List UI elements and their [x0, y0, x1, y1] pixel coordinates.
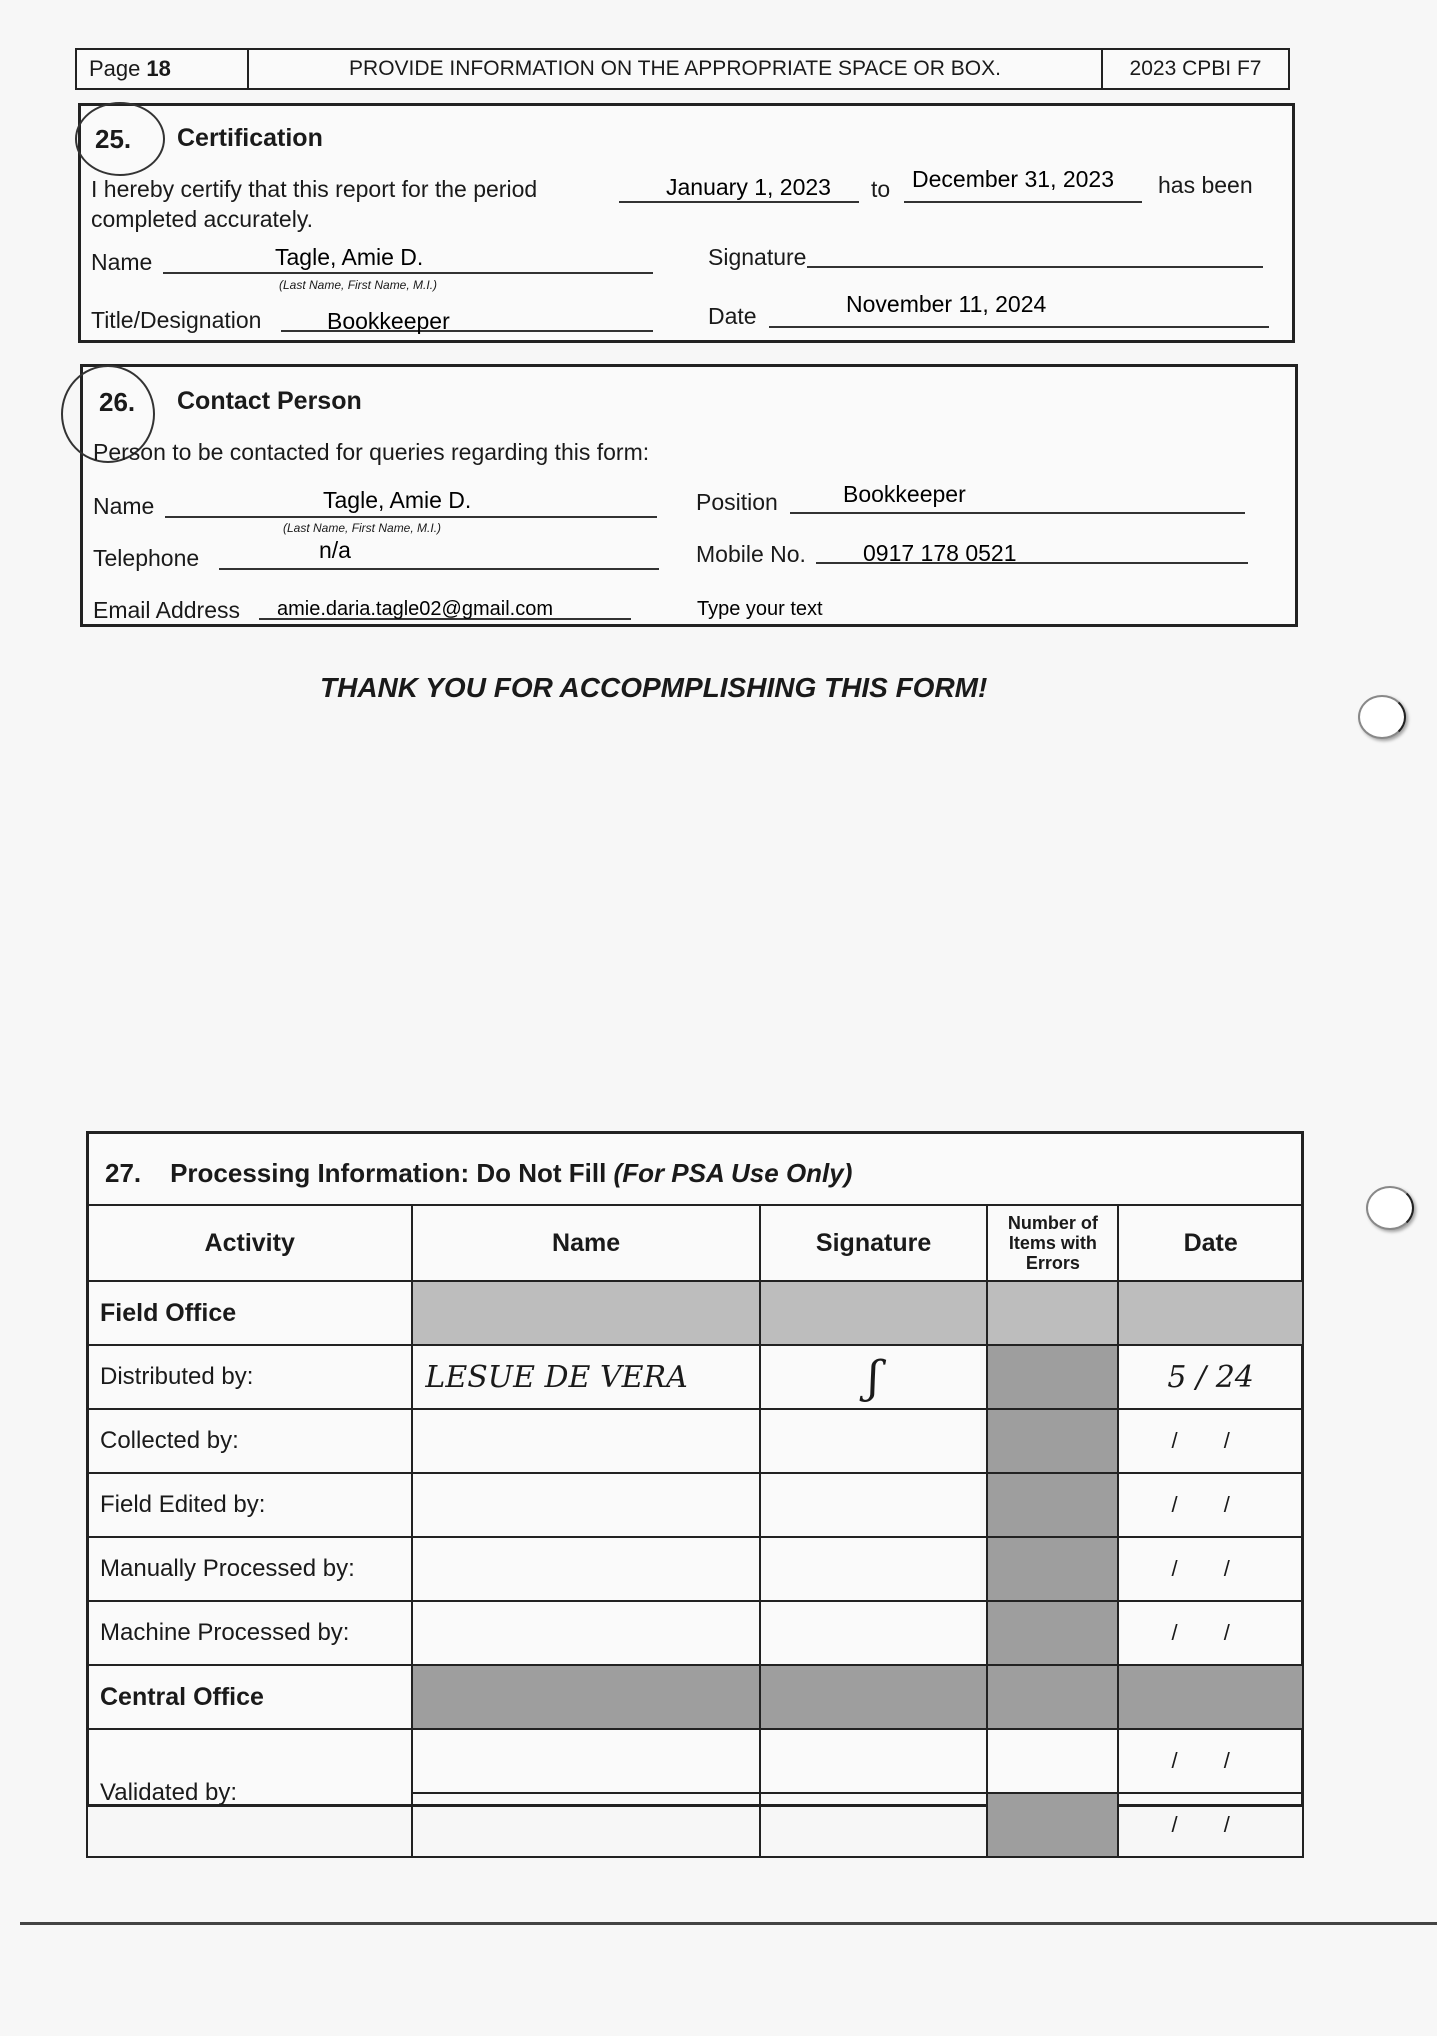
name-cell[interactable]	[412, 1409, 759, 1473]
field-office-row	[87, 1281, 1303, 1345]
col-name: Name	[412, 1205, 759, 1281]
col-signature: Signature	[760, 1205, 988, 1281]
section-note: (For PSA Use Only)	[613, 1158, 853, 1188]
col-errors: Number of Items with Errors	[987, 1205, 1118, 1281]
signature-label: Signature	[708, 244, 807, 270]
certify-statement: I hereby certify that this report for the period	[91, 176, 538, 202]
errors-cell[interactable]	[987, 1729, 1118, 1793]
errors-cell	[987, 1793, 1118, 1857]
date-cell[interactable]: / /	[1118, 1409, 1303, 1473]
processing-table	[86, 1204, 1304, 1858]
telephone-label: Telephone	[93, 545, 200, 571]
table-row	[87, 1729, 1303, 1793]
position-field[interactable]: Bookkeeper	[843, 481, 966, 507]
table-header-row	[87, 1205, 1303, 1281]
central-office-row	[87, 1665, 1303, 1729]
thank-you-message: THANK YOU FOR ACCOPMPLISHING THIS FORM!	[320, 672, 988, 703]
table-row	[87, 1345, 1303, 1409]
date-cell[interactable]: / /	[1118, 1793, 1303, 1857]
errors-cell	[987, 1345, 1118, 1409]
title-label: Title/Designation	[91, 307, 262, 333]
name-cell[interactable]	[412, 1601, 759, 1665]
statement-cont: completed accurately.	[91, 206, 314, 232]
date-cell[interactable]: / /	[1118, 1473, 1303, 1537]
date-cell[interactable]: / /	[1118, 1601, 1303, 1665]
signature-cell[interactable]	[760, 1793, 988, 1857]
activity-cell: Field Edited by:	[87, 1473, 412, 1537]
section-number: 26.	[99, 387, 136, 417]
to-label: to	[871, 176, 891, 202]
date-label: Date	[708, 303, 757, 329]
page-indicator	[77, 50, 249, 88]
col-date: Date	[1118, 1205, 1303, 1281]
activity-cell: Distributed by:	[87, 1345, 412, 1409]
signature-cell[interactable]	[760, 1409, 988, 1473]
date-cell[interactable]: 5 / 24	[1118, 1345, 1303, 1409]
name-cell[interactable]	[412, 1793, 759, 1857]
activity-cell: Machine Processed by:	[87, 1601, 412, 1665]
central-office-label: Central Office	[87, 1665, 412, 1729]
signature-cell[interactable]	[760, 1729, 988, 1793]
mobile-label: Mobile No.	[696, 541, 806, 567]
name-hint: (Last Name, First Name, M.I.)	[283, 521, 442, 535]
name-label: Name	[93, 493, 155, 519]
field-office-label: Field Office	[87, 1281, 412, 1345]
date-cell[interactable]: / /	[1118, 1537, 1303, 1601]
name-cell[interactable]	[412, 1729, 759, 1793]
extra-text-field[interactable]: Type your text	[697, 598, 823, 620]
section-title: Contact Person	[177, 387, 362, 415]
signature-cell[interactable]	[760, 1601, 988, 1665]
title-field[interactable]: Bookkeeper	[327, 308, 450, 334]
signature-cell[interactable]	[760, 1537, 988, 1601]
col-activity: Activity	[87, 1205, 412, 1281]
errors-cell	[987, 1601, 1118, 1665]
name-field[interactable]: Tagle, Amie D.	[275, 244, 424, 270]
section-number: 25.	[95, 124, 132, 154]
name-hint: (Last Name, First Name, M.I.)	[279, 278, 438, 292]
table-row	[87, 1473, 1303, 1537]
table-row	[87, 1601, 1303, 1665]
name-cell[interactable]	[412, 1537, 759, 1601]
section-title: Certification	[177, 124, 323, 152]
contact-name-field[interactable]: Tagle, Amie D.	[323, 487, 472, 513]
processing-title	[105, 1158, 852, 1189]
telephone-field[interactable]: n/a	[319, 537, 351, 563]
certification-section	[78, 103, 1295, 343]
page-bottom-edge	[20, 1922, 1437, 1925]
header-instruction: PROVIDE INFORMATION ON THE APPROPRIATE SPACE OR BOX.	[249, 50, 1103, 88]
date-cell[interactable]: / /	[1118, 1729, 1303, 1793]
table-row	[87, 1537, 1303, 1601]
table-row	[87, 1409, 1303, 1473]
contact-intro: Person to be contacted for queries regarding this form:	[93, 439, 650, 465]
name-cell[interactable]	[412, 1473, 759, 1537]
section-title: Processing Information: Do Not Fill	[170, 1158, 607, 1188]
signature-cell[interactable]: ʃ	[760, 1345, 988, 1409]
binder-hole-icon	[1358, 695, 1406, 739]
page-label: Page	[89, 56, 141, 81]
binder-hole-icon	[1366, 1186, 1414, 1230]
email-field[interactable]: amie.daria.tagle02@gmail.com	[277, 598, 553, 620]
activity-cell: Validated by:	[87, 1729, 412, 1857]
form-code: 2023 CPBI F7	[1129, 57, 1262, 80]
activity-cell: Manually Processed by:	[87, 1537, 412, 1601]
activity-cell: Collected by:	[87, 1409, 412, 1473]
page-number: 18	[146, 56, 171, 81]
period-to-field[interactable]: December 31, 2023	[912, 166, 1115, 192]
position-label: Position	[696, 489, 778, 515]
errors-cell	[987, 1409, 1118, 1473]
name-label: Name	[91, 249, 153, 275]
errors-cell	[987, 1537, 1118, 1601]
period-from-field[interactable]: January 1, 2023	[666, 174, 831, 200]
email-label: Email Address	[93, 597, 241, 623]
name-cell[interactable]: LESUE DE VERA	[412, 1345, 759, 1409]
page-header	[75, 48, 1290, 90]
errors-cell	[987, 1473, 1118, 1537]
mobile-field[interactable]: 0917 178 0521	[863, 540, 1017, 566]
contact-section	[80, 364, 1298, 627]
processing-section	[86, 1131, 1304, 1837]
signature-cell[interactable]	[760, 1473, 988, 1537]
date-field[interactable]: November 11, 2024	[846, 291, 1047, 317]
statement-end: has been	[1158, 172, 1253, 198]
section-number: 27.	[105, 1158, 142, 1188]
